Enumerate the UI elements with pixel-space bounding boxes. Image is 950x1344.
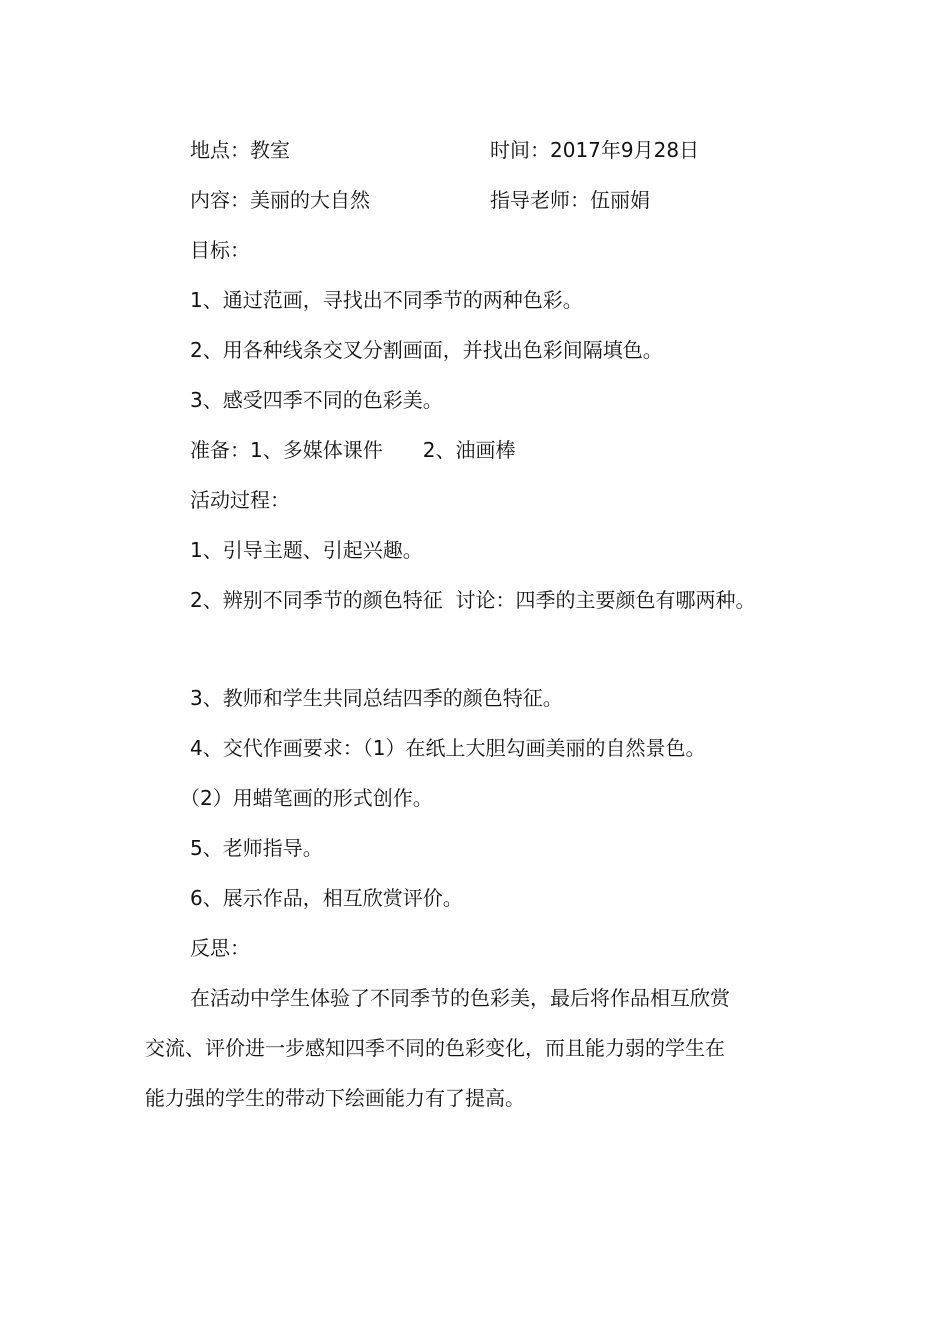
process-item-4: 4、交代作画要求：（1）在纸上大胆勾画美丽的自然景色。 [190,736,706,760]
time-text: 时间：2017年9月28日 [490,138,700,162]
goal-item-2: 2、用各种线条交叉分割画面，并找出色彩间隔填色。 [190,338,663,362]
location-text: 地点：教室 [190,138,290,162]
goal-item-3: 3、感受四季不同的色彩美。 [190,388,443,412]
process-heading: 活动过程： [190,488,290,512]
process-item-2: 2、辨别不同季节的颜色特征 讨论：四季的主要颜色有哪两种。 [190,588,756,612]
reflection-line-3: 能力强的学生的带动下绘画能力有了提高。 [145,1086,525,1110]
process-item-5: 5、老师指导。 [190,836,323,860]
process-item-3: 3、教师和学生共同总结四季的颜色特征。 [190,686,563,710]
reflection-heading: 反思： [190,936,250,960]
content-text: 内容：美丽的大自然 [190,188,370,212]
reflection-line-1: 在活动中学生体验了不同季节的色彩美，最后将作品相互欣赏 [190,986,730,1010]
process-item-6: 6、展示作品，相互欣赏评价。 [190,886,463,910]
goals-heading: 目标： [190,238,250,262]
process-item-1: 1、引导主题、引起兴趣。 [190,538,423,562]
goal-item-1: 1、通过范画，寻找出不同季节的两种色彩。 [190,288,583,312]
reflection-line-2: 交流、评价进一步感知四季不同的色彩变化，而且能力弱的学生在 [145,1036,725,1060]
process-item-4-sub: （2）用蜡笔画的形式创作。 [180,786,433,810]
teacher-text: 指导老师：伍丽娟 [490,188,650,212]
preparation-text: 准备：1、多媒体课件 2、油画棒 [190,438,516,462]
